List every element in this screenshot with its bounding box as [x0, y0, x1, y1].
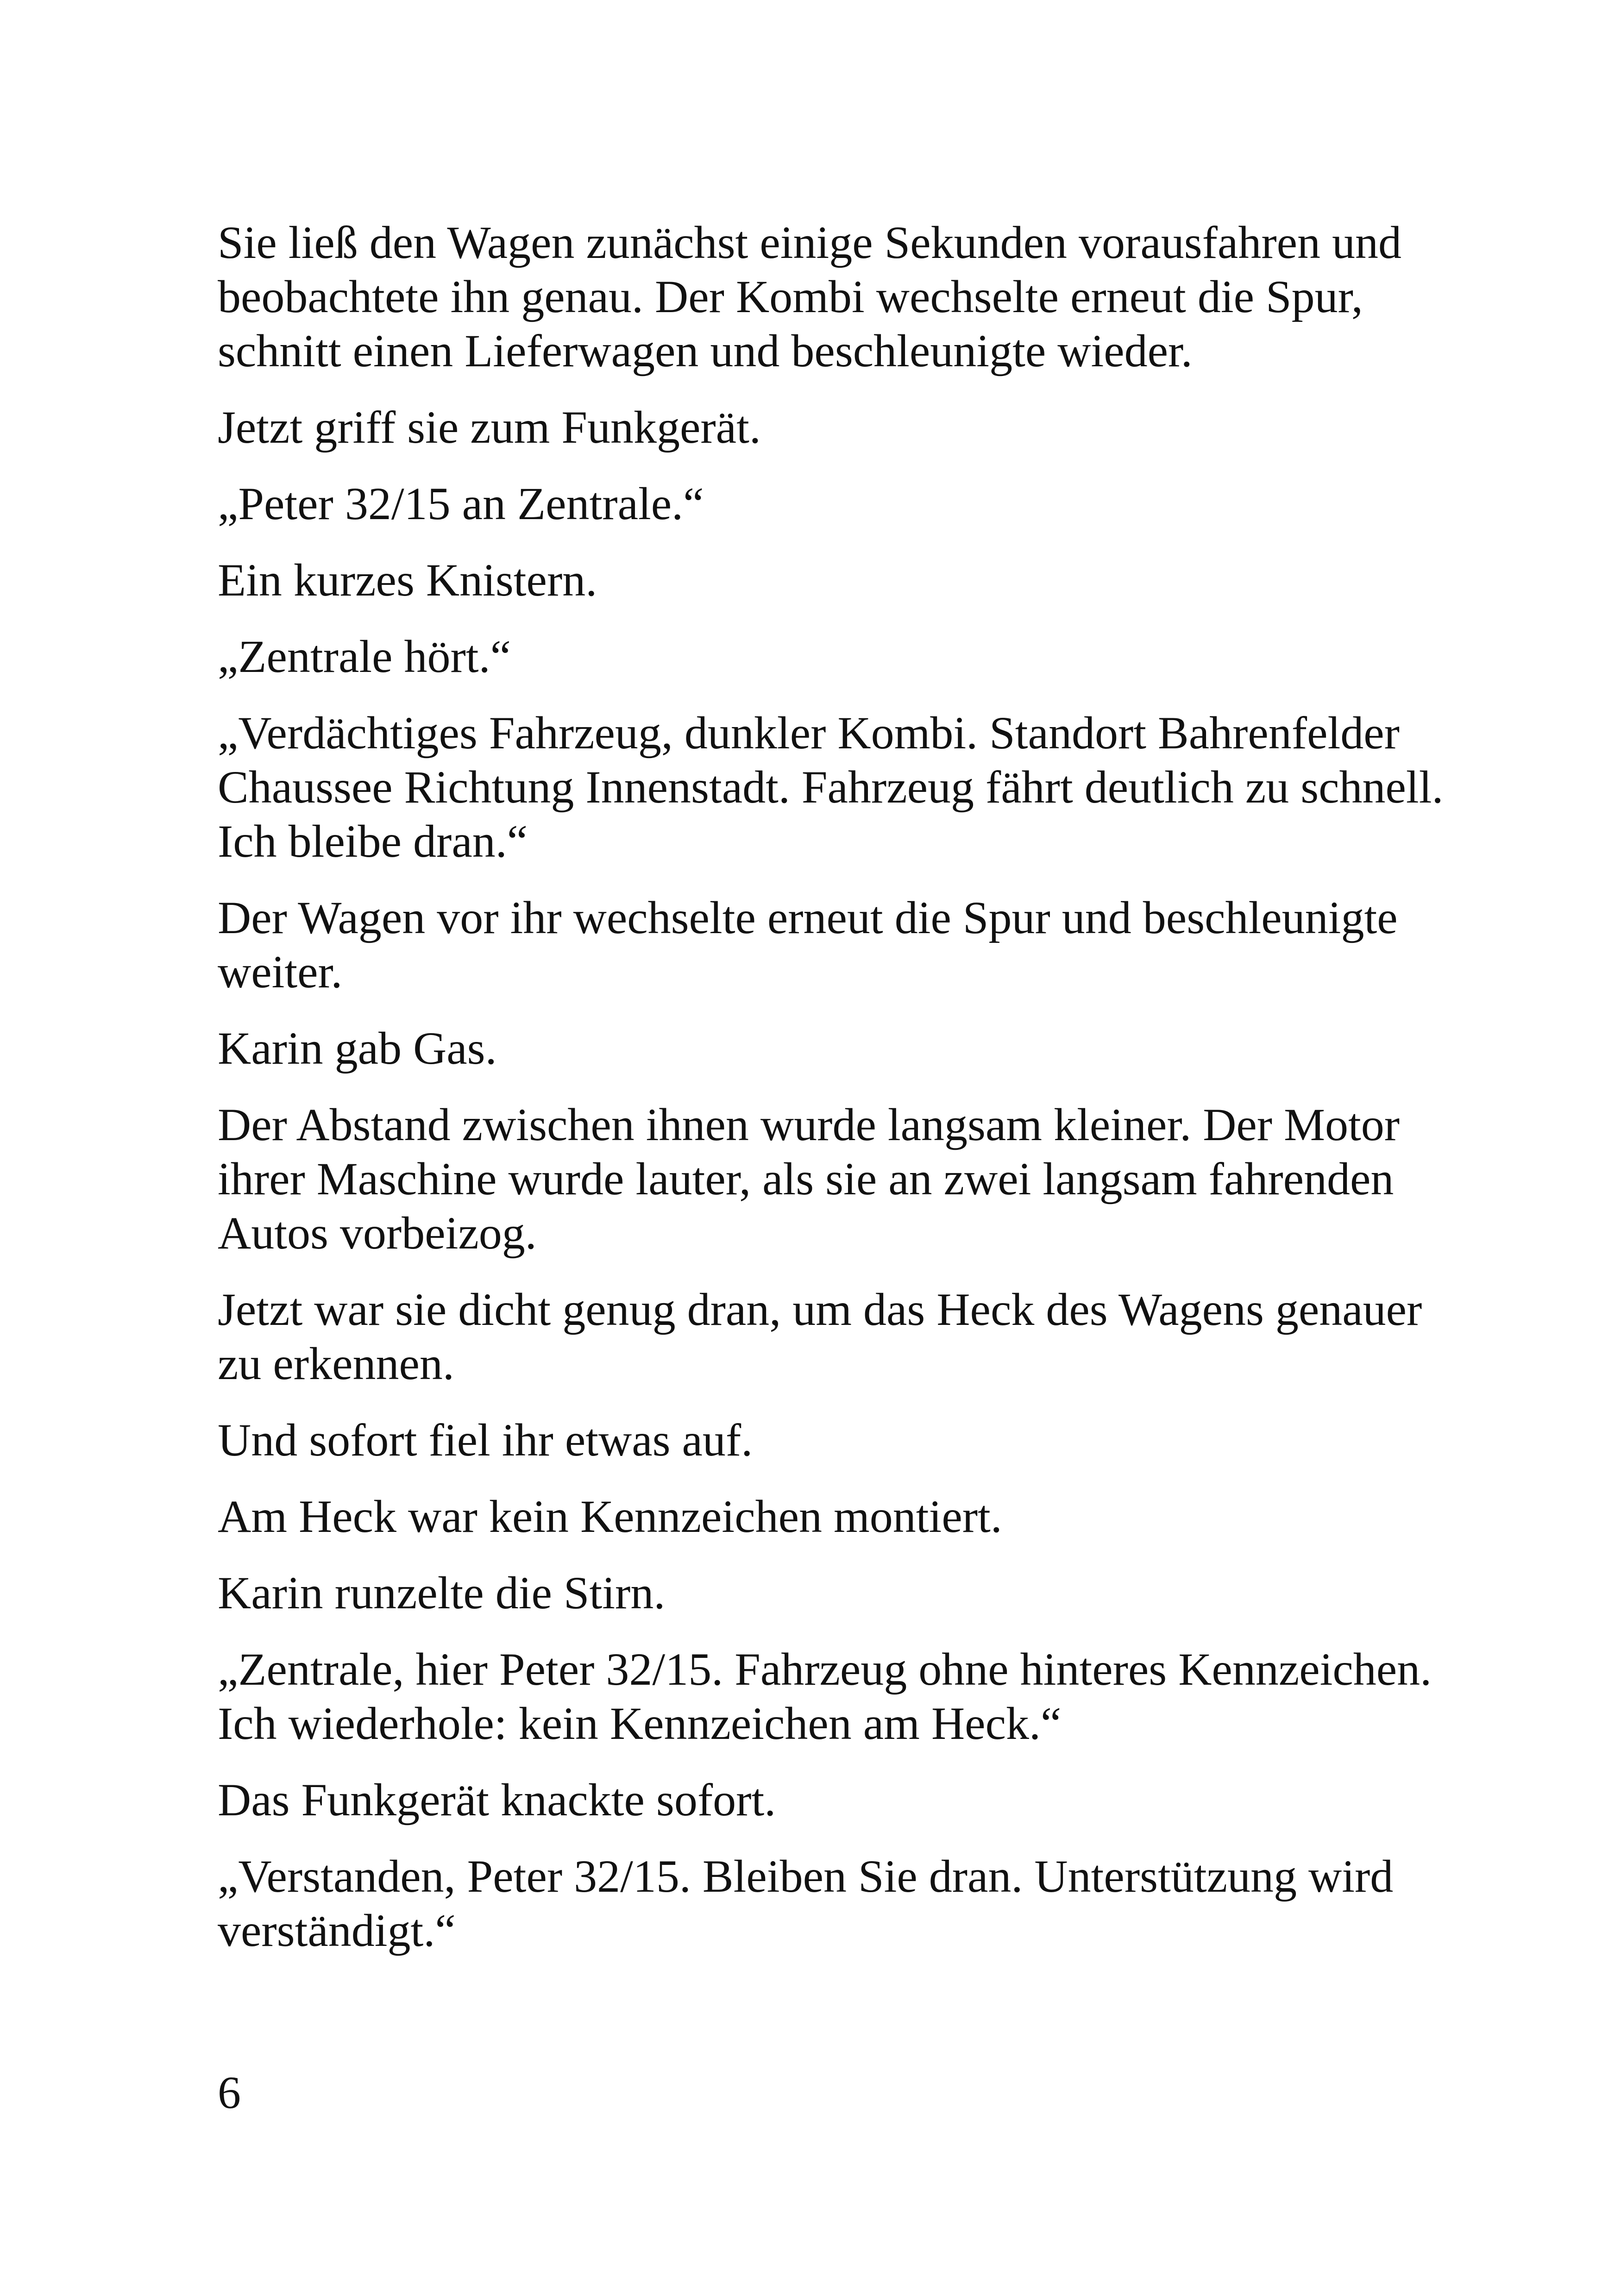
- paragraph-16: „Verstanden, Peter 32/15. Bleiben Sie dran. Unterstützung wird verständigt.“: [218, 1851, 1394, 1956]
- paragraph-7: Der Wagen vor ihr wechselte erneut die Spur und beschleunigte weiter.: [218, 892, 1398, 997]
- paragraph-2: Jetzt griff sie zum Funkgerät.: [218, 401, 761, 453]
- paragraph-8: Karin gab Gas.: [218, 1023, 497, 1074]
- paragraph-15: Das Funkgerät knackte sofort.: [218, 1774, 776, 1826]
- paragraph-4: Ein kurzes Knistern.: [218, 554, 597, 606]
- paragraph-10: Jetzt war sie dicht genug dran, um das Heck des Wagens genauer zu erkennen.: [218, 1284, 1422, 1389]
- paragraph-3: „Peter 32/15 an Zentrale.“: [218, 478, 704, 529]
- paragraph-14: „Zentrale, hier Peter 32/15. Fahrzeug ohne hinteres Kennzeichen. Ich wiederhole: kein Kennzeichen am Heck.“: [218, 1644, 1432, 1749]
- paragraph-12: Am Heck war kein Kennzeichen montiert.: [218, 1491, 1002, 1542]
- body-text: [218, 215, 1468, 1980]
- page-number: 6: [218, 2067, 241, 2118]
- paragraph-9: Der Abstand zwischen ihnen wurde langsam kleiner. Der Motor ihrer Maschine wurde lauter, als sie an zwei langsam fahrenden Autos vorbeizog.: [218, 1099, 1400, 1259]
- paragraph-6: „Verdächtiges Fahrzeug, dunkler Kombi. Standort Bahrenfelder Chaussee Richtung Innenstadt. Fahrzeug fährt deutlich zu schnell. Ich bleibe dran.“: [218, 707, 1444, 867]
- paragraph-5: „Zentrale hört.“: [218, 631, 511, 682]
- paragraph-11: Und sofort fiel ihr etwas auf.: [218, 1414, 753, 1466]
- paragraph-13: Karin runzelte die Stirn.: [218, 1567, 666, 1618]
- paragraph-1: Sie ließ den Wagen zunächst einige Sekunden vorausfahren und beobachtete ihn genau. Der Kombi wechselte erneut die Spur, schnitt einen Lieferwagen und beschleunigte wieder.: [218, 217, 1402, 376]
